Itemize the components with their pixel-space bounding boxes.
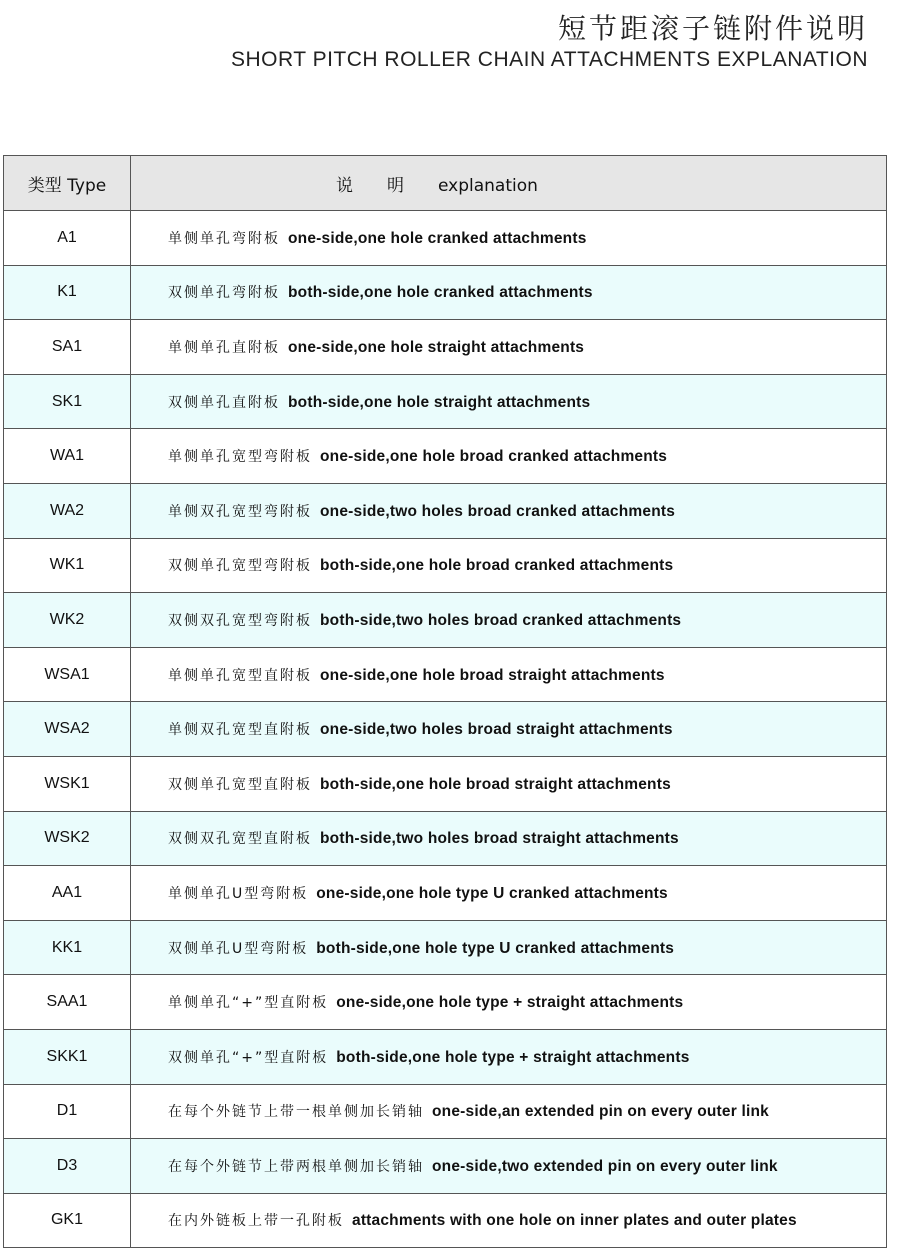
row-type: WA2 (4, 483, 131, 538)
row-type: AA1 (4, 866, 131, 921)
row-desc-cn: 在每个外链节上带两根单侧加长销轴 (168, 1158, 424, 1175)
row-type: GK1 (4, 1193, 131, 1248)
row-desc-cn: 双侧单孔宽型直附板 (168, 776, 312, 793)
row-desc-en: one-side,one hole broad straight attachments (320, 666, 665, 684)
table-row (4, 702, 887, 757)
row-type: KK1 (4, 920, 131, 975)
table-row (4, 265, 887, 320)
row-desc-cn: 在每个外链节上带一根单侧加长销轴 (168, 1104, 424, 1121)
row-type: SAA1 (4, 975, 131, 1030)
row-description (131, 374, 887, 429)
row-desc-cn: 双侧单孔“+”型直附板 (168, 1049, 329, 1066)
row-type: WK2 (4, 593, 131, 648)
row-desc-en: both-side,two holes broad straight attachments (320, 830, 679, 848)
row-description (131, 538, 887, 593)
table-row (4, 1139, 887, 1194)
row-type: A1 (4, 211, 131, 266)
header-expl-cn: 说 (336, 175, 353, 196)
table-row (4, 866, 887, 921)
row-description (131, 811, 887, 866)
row-desc-cn: 双侧单孔宽型弯附板 (168, 558, 312, 575)
row-desc-cn: 单侧双孔宽型弯附板 (168, 503, 312, 520)
row-desc-cn: 单侧单孔宽型弯附板 (168, 449, 312, 466)
row-desc-en: both-side,one hole cranked attachments (288, 284, 593, 302)
row-desc-en: one-side,one hole straight attachments (288, 338, 585, 356)
row-desc-en: one-side,two extended pin on every outer link (432, 1157, 778, 1175)
row-description (131, 265, 887, 320)
table-row (4, 374, 887, 429)
row-desc-en: one-side,an extended pin on every outer link (432, 1103, 769, 1121)
page-title-cn: 短节距滚子链附件说明 (557, 12, 868, 45)
table-row (4, 1029, 887, 1084)
row-description (131, 211, 887, 266)
row-desc-en: one-side,two holes broad cranked attachments (320, 502, 676, 520)
row-type: SKK1 (4, 1029, 131, 1084)
row-desc-en: both-side,one hole straight attachments (288, 393, 591, 411)
row-description (131, 1193, 887, 1248)
row-desc-en: both-side,one hole type U cranked attachments (316, 939, 675, 957)
table-row (4, 811, 887, 866)
table-row (4, 483, 887, 538)
page-title-en: SHORT PITCH ROLLER CHAIN ATTACHMENTS EXPLANATION (231, 48, 868, 71)
row-desc-cn: 双侧单孔直附板 (168, 394, 280, 411)
header-expl-en: explanation (438, 175, 538, 196)
row-description (131, 647, 887, 702)
table-header-row (4, 156, 887, 211)
row-desc-en: attachments with one hole on inner plates and outer plates (352, 1212, 797, 1230)
row-type: WK1 (4, 538, 131, 593)
row-desc-en: both-side,one hole type + straight attachments (336, 1048, 690, 1066)
row-desc-en: one-side,one hole type U cranked attachments (316, 884, 668, 902)
row-desc-cn: 单侧单孔“+”型直附板 (168, 995, 329, 1012)
header-explanation (131, 156, 887, 211)
row-type: SK1 (4, 374, 131, 429)
row-description (131, 483, 887, 538)
row-desc-cn: 在内外链板上带一孔附板 (168, 1213, 344, 1230)
header-type: 类型 Type (4, 156, 131, 211)
row-description (131, 1029, 887, 1084)
row-description (131, 429, 887, 484)
row-description (131, 1139, 887, 1194)
row-desc-cn: 双侧单孔U型弯附板 (168, 940, 309, 957)
row-description (131, 593, 887, 648)
row-desc-en: one-side,two holes broad straight attachments (320, 721, 673, 739)
row-description (131, 1084, 887, 1139)
table-row (4, 756, 887, 811)
row-description (131, 756, 887, 811)
attachments-table (3, 155, 887, 1248)
row-type: WSA2 (4, 702, 131, 757)
row-type: WSK1 (4, 756, 131, 811)
table-row (4, 647, 887, 702)
table-row (4, 211, 887, 266)
row-desc-cn: 双侧单孔弯附板 (168, 285, 280, 302)
row-desc-en: both-side,one hole broad straight attachments (320, 775, 671, 793)
row-desc-cn: 单侧单孔弯附板 (168, 230, 280, 247)
row-type: K1 (4, 265, 131, 320)
row-type: WSA1 (4, 647, 131, 702)
title-block (231, 12, 868, 73)
row-desc-en: one-side,one hole type + straight attachments (336, 994, 684, 1012)
row-description (131, 866, 887, 921)
row-desc-en: one-side,one hole broad cranked attachments (320, 448, 668, 466)
row-description (131, 320, 887, 375)
row-type: WSK2 (4, 811, 131, 866)
row-desc-cn: 单侧单孔直附板 (168, 339, 280, 356)
row-description (131, 975, 887, 1030)
table-row (4, 593, 887, 648)
row-desc-cn: 双侧双孔宽型直附板 (168, 831, 312, 848)
row-type: SA1 (4, 320, 131, 375)
row-type: D1 (4, 1084, 131, 1139)
table-row (4, 538, 887, 593)
row-desc-en: both-side,one hole broad cranked attachments (320, 557, 674, 575)
header-expl-cn2: 明 (387, 175, 404, 196)
row-desc-en: both-side,two holes broad cranked attachments (320, 611, 682, 629)
row-description (131, 920, 887, 975)
table-row (4, 429, 887, 484)
table-row (4, 920, 887, 975)
row-description (131, 702, 887, 757)
row-desc-cn: 双侧双孔宽型弯附板 (168, 612, 312, 629)
table-row (4, 1084, 887, 1139)
row-type: D3 (4, 1139, 131, 1194)
row-desc-en: one-side,one hole cranked attachments (288, 229, 587, 247)
table-row (4, 320, 887, 375)
table-row (4, 975, 887, 1030)
row-desc-cn: 单侧单孔U型弯附板 (168, 885, 309, 902)
row-desc-cn: 单侧双孔宽型直附板 (168, 722, 312, 739)
table-row (4, 1193, 887, 1248)
row-desc-cn: 单侧单孔宽型直附板 (168, 667, 312, 684)
row-type: WA1 (4, 429, 131, 484)
